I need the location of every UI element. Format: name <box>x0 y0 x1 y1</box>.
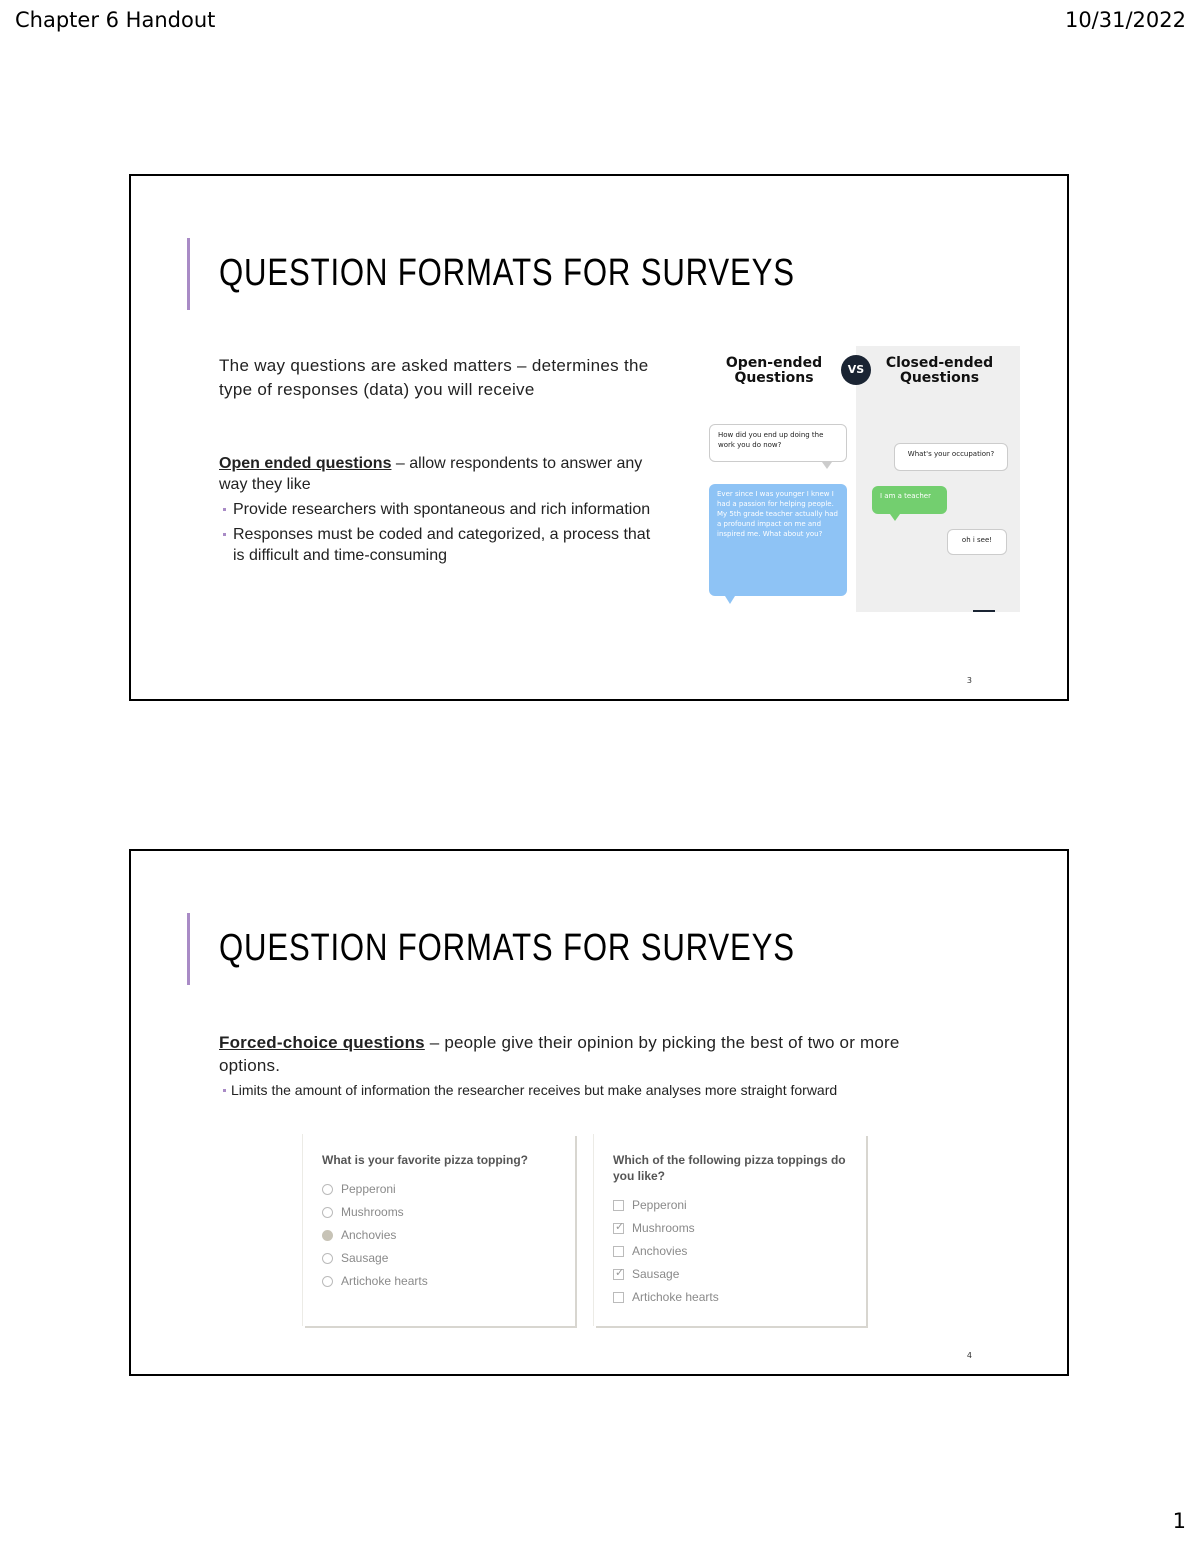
closed-ended-heading: Closed-ended Questions <box>885 355 994 386</box>
option-label: Mushrooms <box>632 1221 695 1235</box>
page-number: 1 <box>1172 1509 1186 1533</box>
single-choice-example <box>303 1134 575 1326</box>
header-date: 10/31/2022 <box>1064 8 1186 32</box>
checkbox-icon <box>613 1292 624 1303</box>
option-label: Anchovies <box>341 1228 397 1242</box>
term-open-ended: Open ended questions <box>219 455 392 472</box>
option-label: Pepperoni <box>341 1182 396 1196</box>
checkbox-checked-icon <box>613 1269 624 1280</box>
header-title: Chapter 6 Handout <box>15 8 216 32</box>
card-question: Which of the following pizza toppings do you like? <box>613 1153 846 1183</box>
radio-icon <box>322 1184 333 1195</box>
open-answer-bubble: Ever since I was younger I knew I had a passion for helping people. My 5th grade teacher actually had a profound impact on me and inspired me. What about you? <box>709 484 847 596</box>
slide-title: QUESTION FORMATS FOR SURVEYS <box>219 252 795 294</box>
term-forced-choice: Forced-choice questions <box>219 1033 425 1052</box>
checkbox-icon <box>613 1200 624 1211</box>
bullet-text: Limits the amount of information the researcher receives but make analyses more straight forward <box>231 1082 838 1098</box>
slide-number: 4 <box>966 1351 972 1360</box>
bullet-item: Responses must be coded and categorized, a process that is difficult and time-consuming <box>219 524 659 566</box>
radio-icon <box>322 1207 333 1218</box>
slide-number: 3 <box>966 676 972 685</box>
bullet-dot <box>223 1089 226 1092</box>
bubble-tail <box>822 462 832 469</box>
forced-choice-bullet <box>219 1081 939 1099</box>
option-label: Artichoke hearts <box>632 1290 719 1304</box>
definition-text: – people give their opinion by picking the best of two or more options. <box>219 1033 900 1075</box>
bullet-list <box>219 499 659 566</box>
radio-option[interactable] <box>322 1274 428 1288</box>
bubble-tail <box>725 596 735 604</box>
option-label: Sausage <box>632 1267 680 1281</box>
closed-reply-bubble: oh i see! <box>947 529 1007 555</box>
multiple-choice-example <box>594 1134 866 1326</box>
open-question-bubble: How did you end up doing the work you do now? <box>709 424 847 462</box>
checkbox-option[interactable] <box>613 1198 687 1212</box>
bullet-item: Provide researchers with spontaneous and rich information <box>219 499 659 520</box>
radio-icon <box>322 1276 333 1287</box>
intro-text: The way questions are asked matters – determines the type of responses (data) you will receive <box>219 356 649 399</box>
option-label: Mushrooms <box>341 1205 404 1219</box>
radio-option[interactable] <box>322 1228 396 1242</box>
title-accent-bar <box>187 238 190 310</box>
forced-choice-definition <box>219 1031 939 1077</box>
open-ended-heading: Open-ended Questions <box>725 355 823 386</box>
closed-answer-bubble: I am a teacher <box>872 486 947 514</box>
slide-4 <box>129 849 1069 1376</box>
radio-icon <box>322 1253 333 1264</box>
closed-question-bubble: What's your occupation? <box>894 443 1008 471</box>
definition-text: – allow respondents to answer any way they like <box>219 455 643 493</box>
title-accent-bar <box>187 913 190 985</box>
option-label: Anchovies <box>632 1244 688 1258</box>
option-label: Pepperoni <box>632 1198 687 1212</box>
checkbox-checked-icon <box>613 1223 624 1234</box>
open-ended-definition <box>219 453 659 566</box>
slide-title: QUESTION FORMATS FOR SURVEYS <box>219 927 795 969</box>
checkbox-icon <box>613 1246 624 1257</box>
radio-option[interactable] <box>322 1251 388 1265</box>
bubble-tail <box>890 514 900 521</box>
radio-selected-icon <box>322 1230 333 1241</box>
option-label: Sausage <box>341 1251 389 1265</box>
open-vs-closed-graphic <box>707 346 1020 612</box>
radio-option[interactable] <box>322 1182 396 1196</box>
slide-3 <box>129 174 1069 701</box>
checkbox-option[interactable] <box>613 1244 687 1258</box>
option-label: Artichoke hearts <box>341 1274 428 1288</box>
vs-badge: VS <box>841 355 871 385</box>
checkbox-option[interactable] <box>613 1290 719 1304</box>
checkbox-option[interactable] <box>613 1267 679 1281</box>
checkbox-option[interactable] <box>613 1221 695 1235</box>
card-question: What is your favorite pizza topping? <box>322 1153 529 1167</box>
radio-option[interactable] <box>322 1205 404 1219</box>
decorative-bar <box>973 610 995 612</box>
